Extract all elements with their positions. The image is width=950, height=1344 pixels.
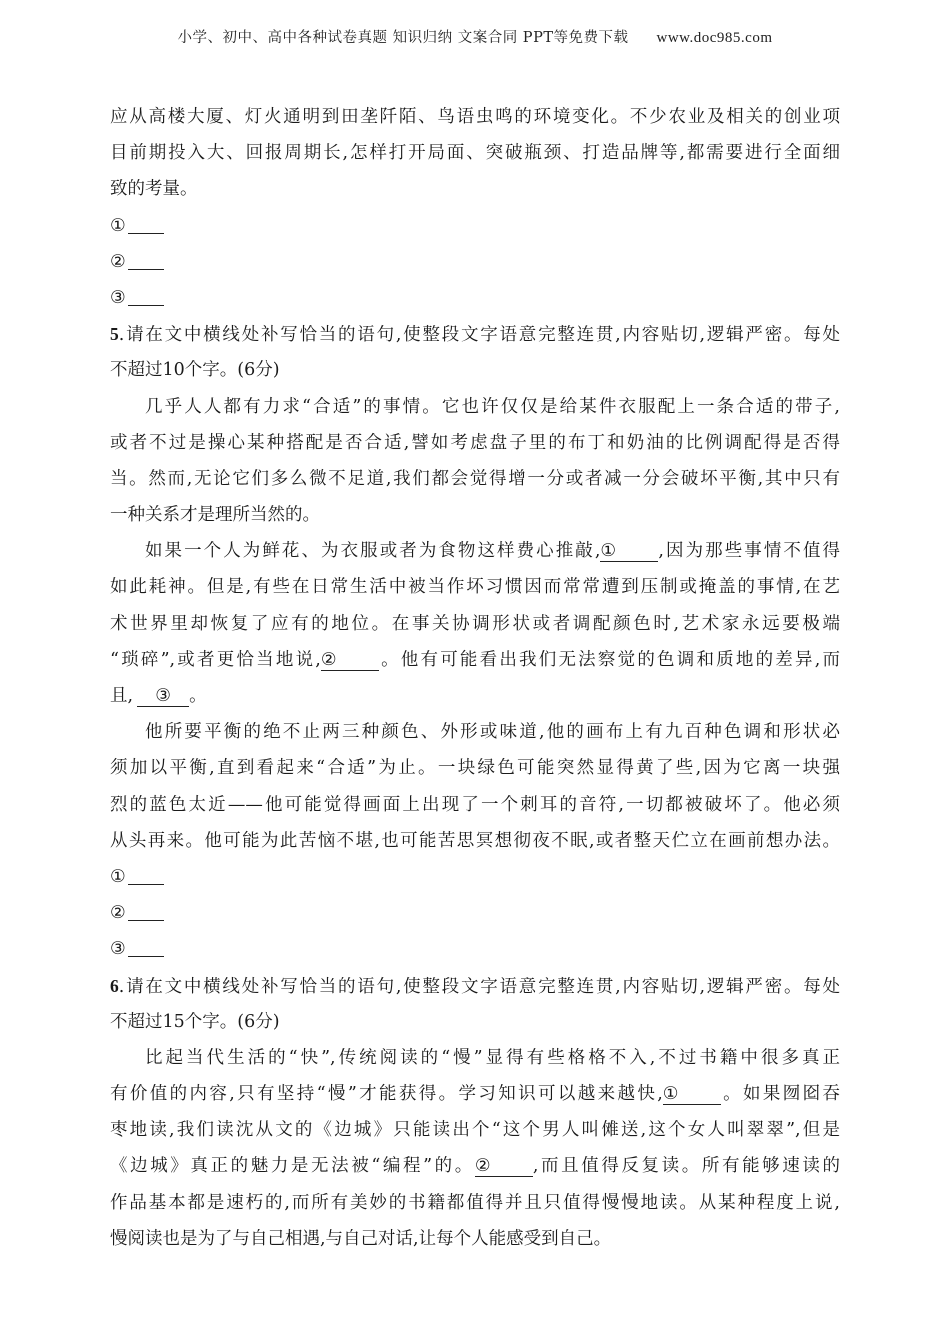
text-line: 术世界里却恢复了应有的地位。在事关协调形状或者调配颜色时,艺术家永远要极端 (110, 613, 840, 634)
answer-line-3 (110, 931, 840, 967)
question-number: 6 (110, 975, 119, 996)
text-segment: ,而且值得反复读。所有能够速读的 (532, 1156, 840, 1177)
answer-blank[interactable] (128, 956, 164, 957)
document-body (110, 99, 840, 1257)
text-line: 作品基本都是速朽的,而所有美妙的书籍都值得并且只值得慢慢地读。从某种程度上说, (110, 1192, 840, 1213)
circle-marker: ① (110, 866, 126, 887)
text-line: 应从高楼大厦、灯火通明到田垄阡陌、鸟语虫鸣的环境变化。不少农业及相关的创业项 (110, 107, 840, 127)
text-line: 目前期投入大、回报周期长,怎样打开局面、突破瓶颈、打造品牌等,都需要进行全面细 (110, 143, 840, 164)
circle-marker: ① (110, 215, 126, 236)
answer-line-1 (110, 859, 840, 895)
text-segment: 且, (110, 686, 134, 706)
text-line: 须加以平衡,直到看起来“合适”为止。一块绿色可能突然显得黄了些,因为它离一块强 (110, 758, 840, 779)
answer-line-2 (110, 895, 840, 931)
text-line (110, 1076, 840, 1112)
circle-marker: ② (110, 903, 126, 924)
answer-line-3 (110, 280, 840, 316)
text-line (110, 642, 840, 678)
text-segment: 。 (189, 686, 207, 706)
text-segment: 。如果囫囵吞 (720, 1084, 840, 1105)
question-6-prompt (110, 968, 840, 1004)
fill-blank-3[interactable]: ③ (137, 686, 189, 707)
text-line: 他所要平衡的绝不止两三种颜色、外形或味道,他的画布上有九百种色调和形状必 (145, 722, 840, 743)
page-header (0, 26, 950, 47)
text-line: 慢阅读也是为了与自己相遇,与自己对话,让每个人能感受到自己。 (110, 1228, 612, 1249)
circle-marker: ③ (110, 287, 126, 308)
question-5-prompt (110, 316, 840, 352)
text-line: 从头再来。他可能为此苦恼不堪,也可能苦思冥想彻夜不眠,或者整天伫立在画前想办法。 (110, 830, 840, 851)
text-segment: 。他有可能看出我们无法察觉的色调和质地的差异,而 (378, 649, 840, 670)
question-number: 5 (110, 324, 119, 345)
text-line: 几乎人人都有力求“合适”的事情。它也许仅仅是给某件衣服配上一条合适的带子, (145, 396, 840, 417)
answer-line-2 (110, 244, 840, 280)
text-line: 一种关系才是理所当然的。 (110, 505, 320, 526)
header-site: www.doc985.com (656, 30, 773, 46)
text-segment: 《边城》真正的魅力是无法被“编程”的。 (110, 1156, 475, 1177)
fill-blank-1[interactable]: ① (663, 1084, 721, 1105)
text-line (110, 678, 840, 714)
text-line: 枣地读,我们读沈从文的《边城》只能读出个“这个男人叫傩送,这个女人叫翠翠”,但是 (110, 1120, 840, 1141)
text-line: 烈的蓝色太近——他可能觉得画面上出现了一个刺耳的音符,一切都被破坏了。他必须 (110, 794, 840, 815)
header-text: 小学、初中、高中各种试卷真题 知识归纳 文案合同 PPT等免费下载 (177, 30, 629, 46)
text-segment: ,因为那些事情不值得 (658, 541, 841, 562)
answer-blank[interactable] (128, 305, 164, 306)
text-line: 如此耗神。但是,有些在日常生活中被当作坏习惯因而常常遭到压制或掩盖的事情,在艺 (110, 577, 840, 598)
text-segment: 有价值的内容,只有坚持“慢”才能获得。学习知识可以越来越快, (110, 1084, 663, 1105)
text-segment: 如果一个人为鲜花、为衣服或者为食物这样费心推敲, (145, 541, 601, 562)
question-5-prompt-cont: 不超过10个字。(6分) (110, 360, 280, 381)
answer-blank[interactable] (128, 269, 164, 270)
text-segment: “琐碎”,或者更恰当地说, (110, 649, 321, 670)
text-line: 当。然而,无论它们多么微不足道,我们都会觉得增一分或者减一分会破坏平衡,其中只有 (110, 468, 840, 489)
fill-blank-2[interactable]: ② (321, 650, 379, 671)
fill-blank-2[interactable]: ② (475, 1156, 533, 1177)
text-line: 或者不过是操心某种搭配是否合适,譬如考虑盘子里的布丁和奶油的比例调配得是否得 (110, 432, 840, 453)
text-line: 致的考量。 (110, 179, 198, 200)
answer-blank[interactable] (128, 884, 164, 885)
text-line: 比起当代生活的“快”,传统阅读的“慢”显得有些格格不入,不过书籍中很多真正 (145, 1047, 840, 1068)
fill-blank-1[interactable]: ① (600, 541, 658, 562)
text-line (110, 1148, 840, 1184)
circle-marker: ③ (110, 939, 126, 960)
circle-marker: ② (110, 251, 126, 272)
question-6-prompt-cont: 不超过15个字。(6分) (110, 1011, 280, 1032)
prompt-text: .请在文中横线处补写恰当的语句,使整段文字语意完整连贯,内容贴切,逻辑严密。每处 (118, 325, 840, 346)
answer-line-1 (110, 208, 840, 244)
prompt-text: .请在文中横线处补写恰当的语句,使整段文字语意完整连贯,内容贴切,逻辑严密。每处 (118, 976, 840, 997)
answer-blank[interactable] (128, 920, 164, 921)
answer-blank[interactable] (128, 233, 164, 234)
text-line (110, 533, 840, 569)
